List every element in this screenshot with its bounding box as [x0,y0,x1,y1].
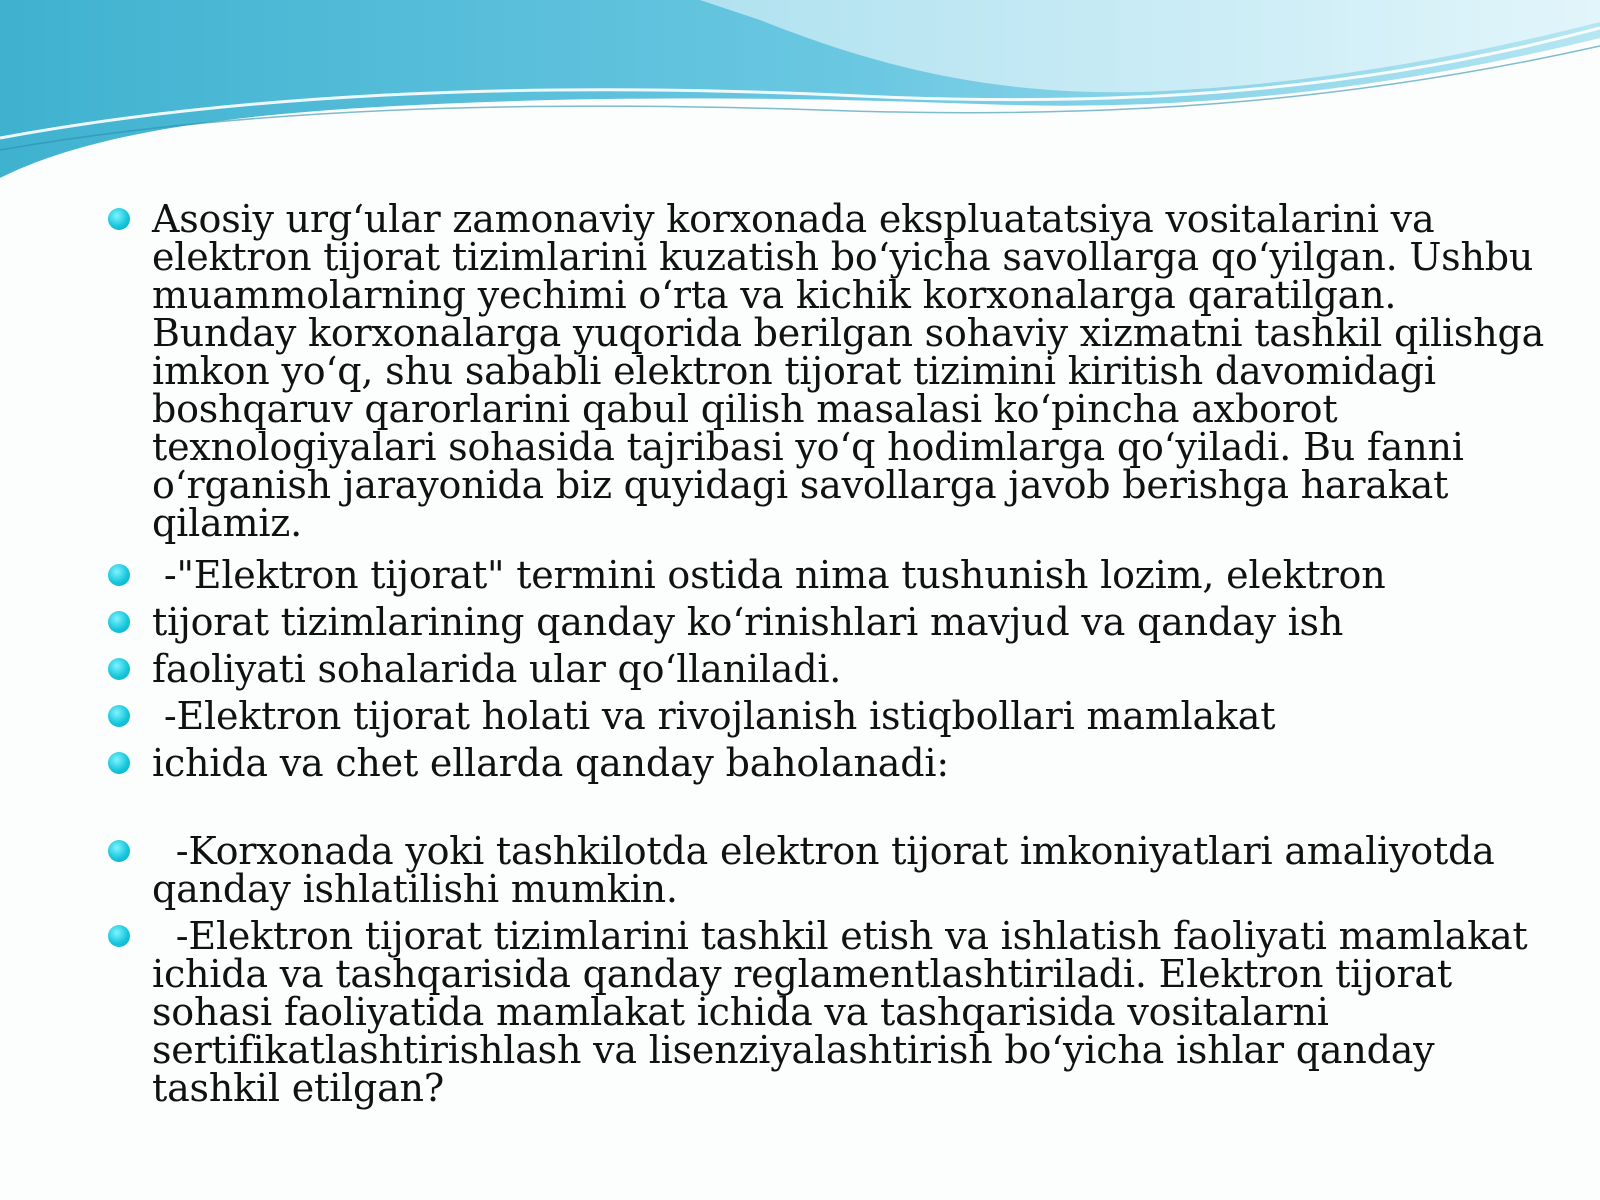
bullet-text: tijorat tizimlarining qanday ko‘rinishlari mavjud va qanday ish [152,600,1344,644]
bullet-text: -Elektron tijorat holati va rivojlanish istiqbollari mamlakat [152,694,1276,738]
bullet-icon [108,208,130,230]
list-item [108,741,1548,785]
bullet-icon [108,752,130,774]
list-item [108,694,1548,738]
header-wave-decoration [0,0,1600,190]
list-item [108,197,1548,545]
list-item [108,647,1548,691]
list-item [108,914,1548,1110]
bullet-icon [108,705,130,727]
bullet-text: -Korxonada yoki tashkilotda elektron tijorat imkoniyatlari amaliyotda qanday ishlatilishi mumkin. [152,829,1507,911]
list-item [108,829,1548,911]
bullet-text: Asosiy urg‘ular zamonaviy korxonada ekspluatatsiya vositalarini va elektron tijorat tizimlarini kuzatish bo‘yicha savollarga qo‘yilgan. Ushbu muammolarning yechimi o‘rta va kichik korxonalarga qaratilgan. Bunday korxonalarga yuqorida berilgan sohaviy xizmatni tashkil qilishga imkon yo‘q, shu sababli elektron tijorat tizimini kiritish davomidagi boshqaruv qarorlarini qabul qilish masalasi ko‘pincha axborot texnologiyalari sohasida tajribasi yo‘q hodimlarga qo‘yiladi. Bu fanni o‘rganish jarayonida biz quyidagi savollarga javob berishga harakat qilamiz. [152,197,1545,545]
bullet-list [108,197,1548,1116]
bullet-text: ichida va chet ellarda qanday baholanadi: [152,741,949,785]
bullet-icon [108,611,130,633]
bullet-text: -Elektron tijorat tizimlarini tashkil etish va ishlatish faoliyati mamlakat ichida va tashqarisida qanday reglamentlashtiriladi. Elektron tijorat sohasi faoliyatida mamlakat ichida va tashqarisida vositalarni sertifikatlashtirishlash va lisenziyalashtirish bo‘yicha ishlar qanday tashkil etilgan? [152,914,1540,1110]
bullet-icon [108,564,130,586]
bullet-text: -"Elektron tijorat" termini ostida nima tushunish lozim, elektron [152,553,1386,597]
bullet-icon [108,658,130,680]
bullet-text: faoliyati sohalarida ular qo‘llaniladi. [152,647,842,691]
list-item [108,600,1548,644]
bullet-icon [108,840,130,862]
list-item [108,553,1548,597]
bullet-icon [108,925,130,947]
